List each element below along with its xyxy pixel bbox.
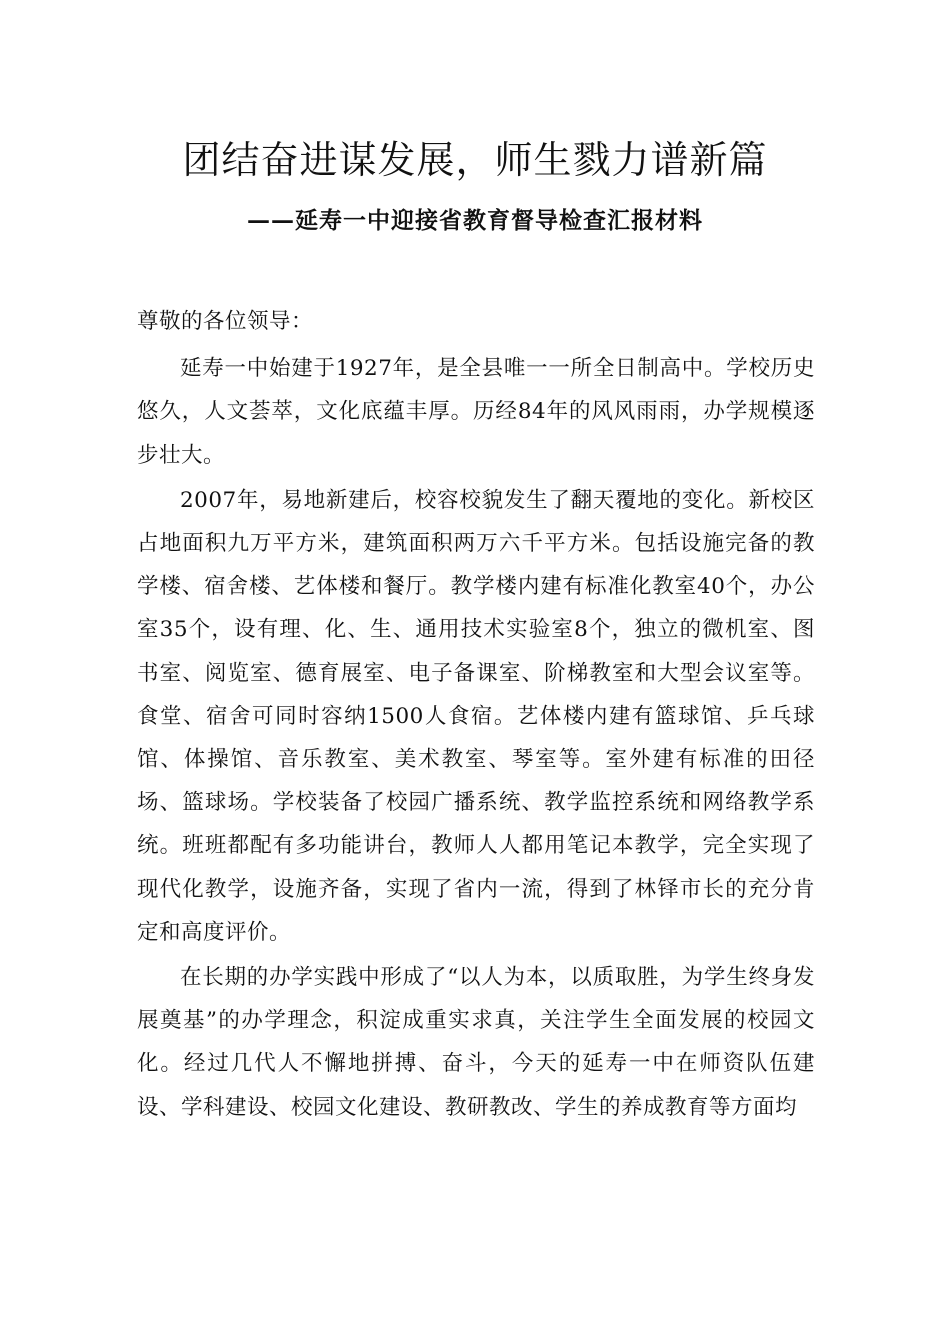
greeting: 尊敬的各位领导： [137,309,314,334]
document-subtitle: ——延寿一中迎接省教育督导检查汇报材料 [247,207,703,234]
paragraph-philosophy: 在长期的办学实践中形成了“以人为本，以质取胜，为学生终身发展奠基”的办学理念，积淀成重实求真，关注学生全面发展的校园文化。经过几代人不懈地拼搏、奋斗，今天的延寿一中在师资队伍建设、学科建设、校园文化建设、教研教改、学生的养成教育等方面均 [137,965,815,1120]
paragraph-facilities: 2007年，易地新建后，校容校貌发生了翻天覆地的变化。新校区占地面积九万平方米，建筑面积两万六千平方米。包括设施完备的教学楼、宿舍楼、艺体楼和餐厅。教学楼内建有标准化教室40个，办公室35个，设有理、化、生、通用技术实验室8个，独立的微机室、图书室、阅览室、德育展室、电子备课室、阶梯教室和大型会议室等。食堂、宿舍可同时容纳1500人食宿。艺体楼内建有篮球馆、乒乓球馆、体操馆、音乐教室、美术教室、琴室等。室外建有标准的田径场、篮球场。学校装备了校园广播系统、教学监控系统和网络教学系统。班班都配有多功能讲台，教师人人都用笔记本教学，完全实现了现代化教学，设施齐备，实现了省内一流，得到了林铎市长的充分肯定和高度评价。 [137,487,815,945]
document-body [137,300,815,1131]
document-title: 团结奋进谋发展，师生戮力谱新篇 [182,138,768,182]
paragraph-history: 延寿一中始建于1927年，是全县唯一一所全日制高中。学校历史悠久，人文荟萃，文化底蕴丰厚。历经84年的风风雨雨，办学规模逐步壮大。 [137,356,815,468]
